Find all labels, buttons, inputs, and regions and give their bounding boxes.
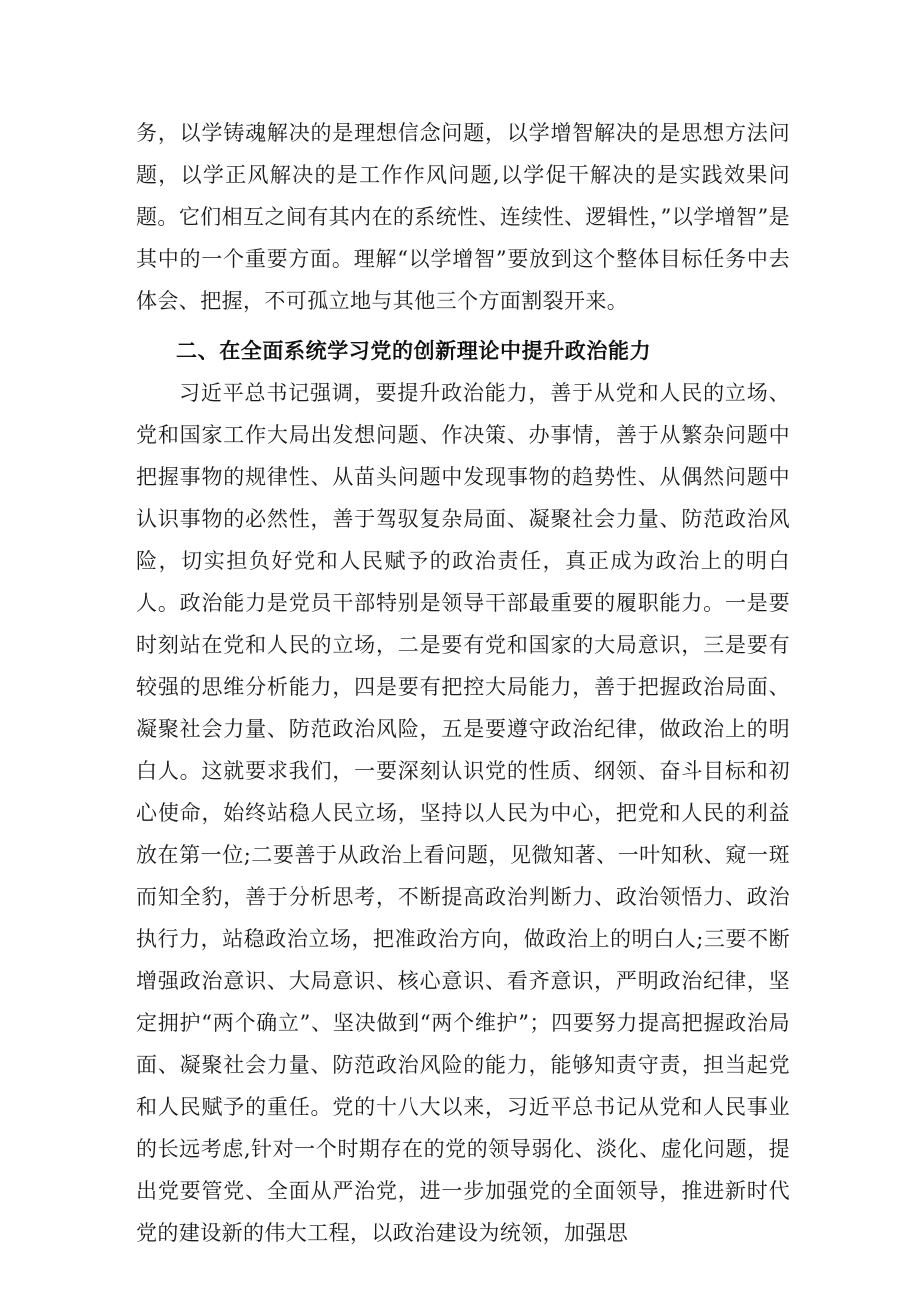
document-body: [136, 112, 790, 1254]
paragraph-continuation: 务，以学铸魂解决的是理想信念问题，以学增智解决的是思想方法问题，以学正风解决的是工作作风问题,以学促干解决的是实践效果问题。它们相互之间有其内在的系统性、连续性、逻辑性，”以学增智”是其中的一个重要方面。理解“以学增智”要放到这个整体目标任务中去体会、把握，不可孤立地与其他三个方面割裂开来。: [136, 121, 790, 313]
section-heading: 二、在全面系统学习党的创新理论中提升政治能力: [176, 339, 652, 363]
paragraph-political-ability: 习近平总书记强调，要提升政治能力，善于从党和人民的立场、党和国家工作大局出发想问题、作决策、办事情，善于从繁杂问题中把握事物的规律性、从苗头问题中发现事物的趋势性、从偶然问题中认识事物的必然性，善于驾驭复杂局面、凝聚社会力量、防范政治风险，切实担负好党和人民赋予的政治责任，真正成为政治上的明白人。政治能力是党员干部特别是领导干部最重要的履职能力。一是要时刻站在党和人民的立场，二是要有党和国家的大局意识，三是要有较强的思维分析能力，四是要有把控大局能力，善于把握政治局面、凝聚社会力量、防范政治风险，五是要遵守政治纪律，做政治上的明白人。这就要求我们，一要深刻认识党的性质、纲领、奋斗目标和初心使命，始终站稳人民立场，坚持以人民为中心，把党和人民的利益放在第一位;二要善于从政治上看问题，见微知著、一叶知秋、窥一斑而知全豹，善于分析思考，不断提高政治判断力、政治领悟力、政治执行力，站稳政治立场，把准政治方向，做政治上的明白人;三要不断增强政治意识、大局意识、核心意识、看齐意识，严明政治纪律，坚定拥护“两个确立”、坚决做到“两个维护”；四要努力提高把握政治局面、凝聚社会力量、防范政治风险的能力，能够知责守责，担当起党和人民赋予的重任。党的十八大以来，习近平总书记从党和人民事业的长远考虑,针对一个时期存在的党的领导弱化、淡化、虚化问题，提出党要管党、全面从严治党，进一步加强党的全面领导，推进新时代党的建设新的伟大工程，以政治建设为统领，加强思: [136, 381, 790, 1245]
